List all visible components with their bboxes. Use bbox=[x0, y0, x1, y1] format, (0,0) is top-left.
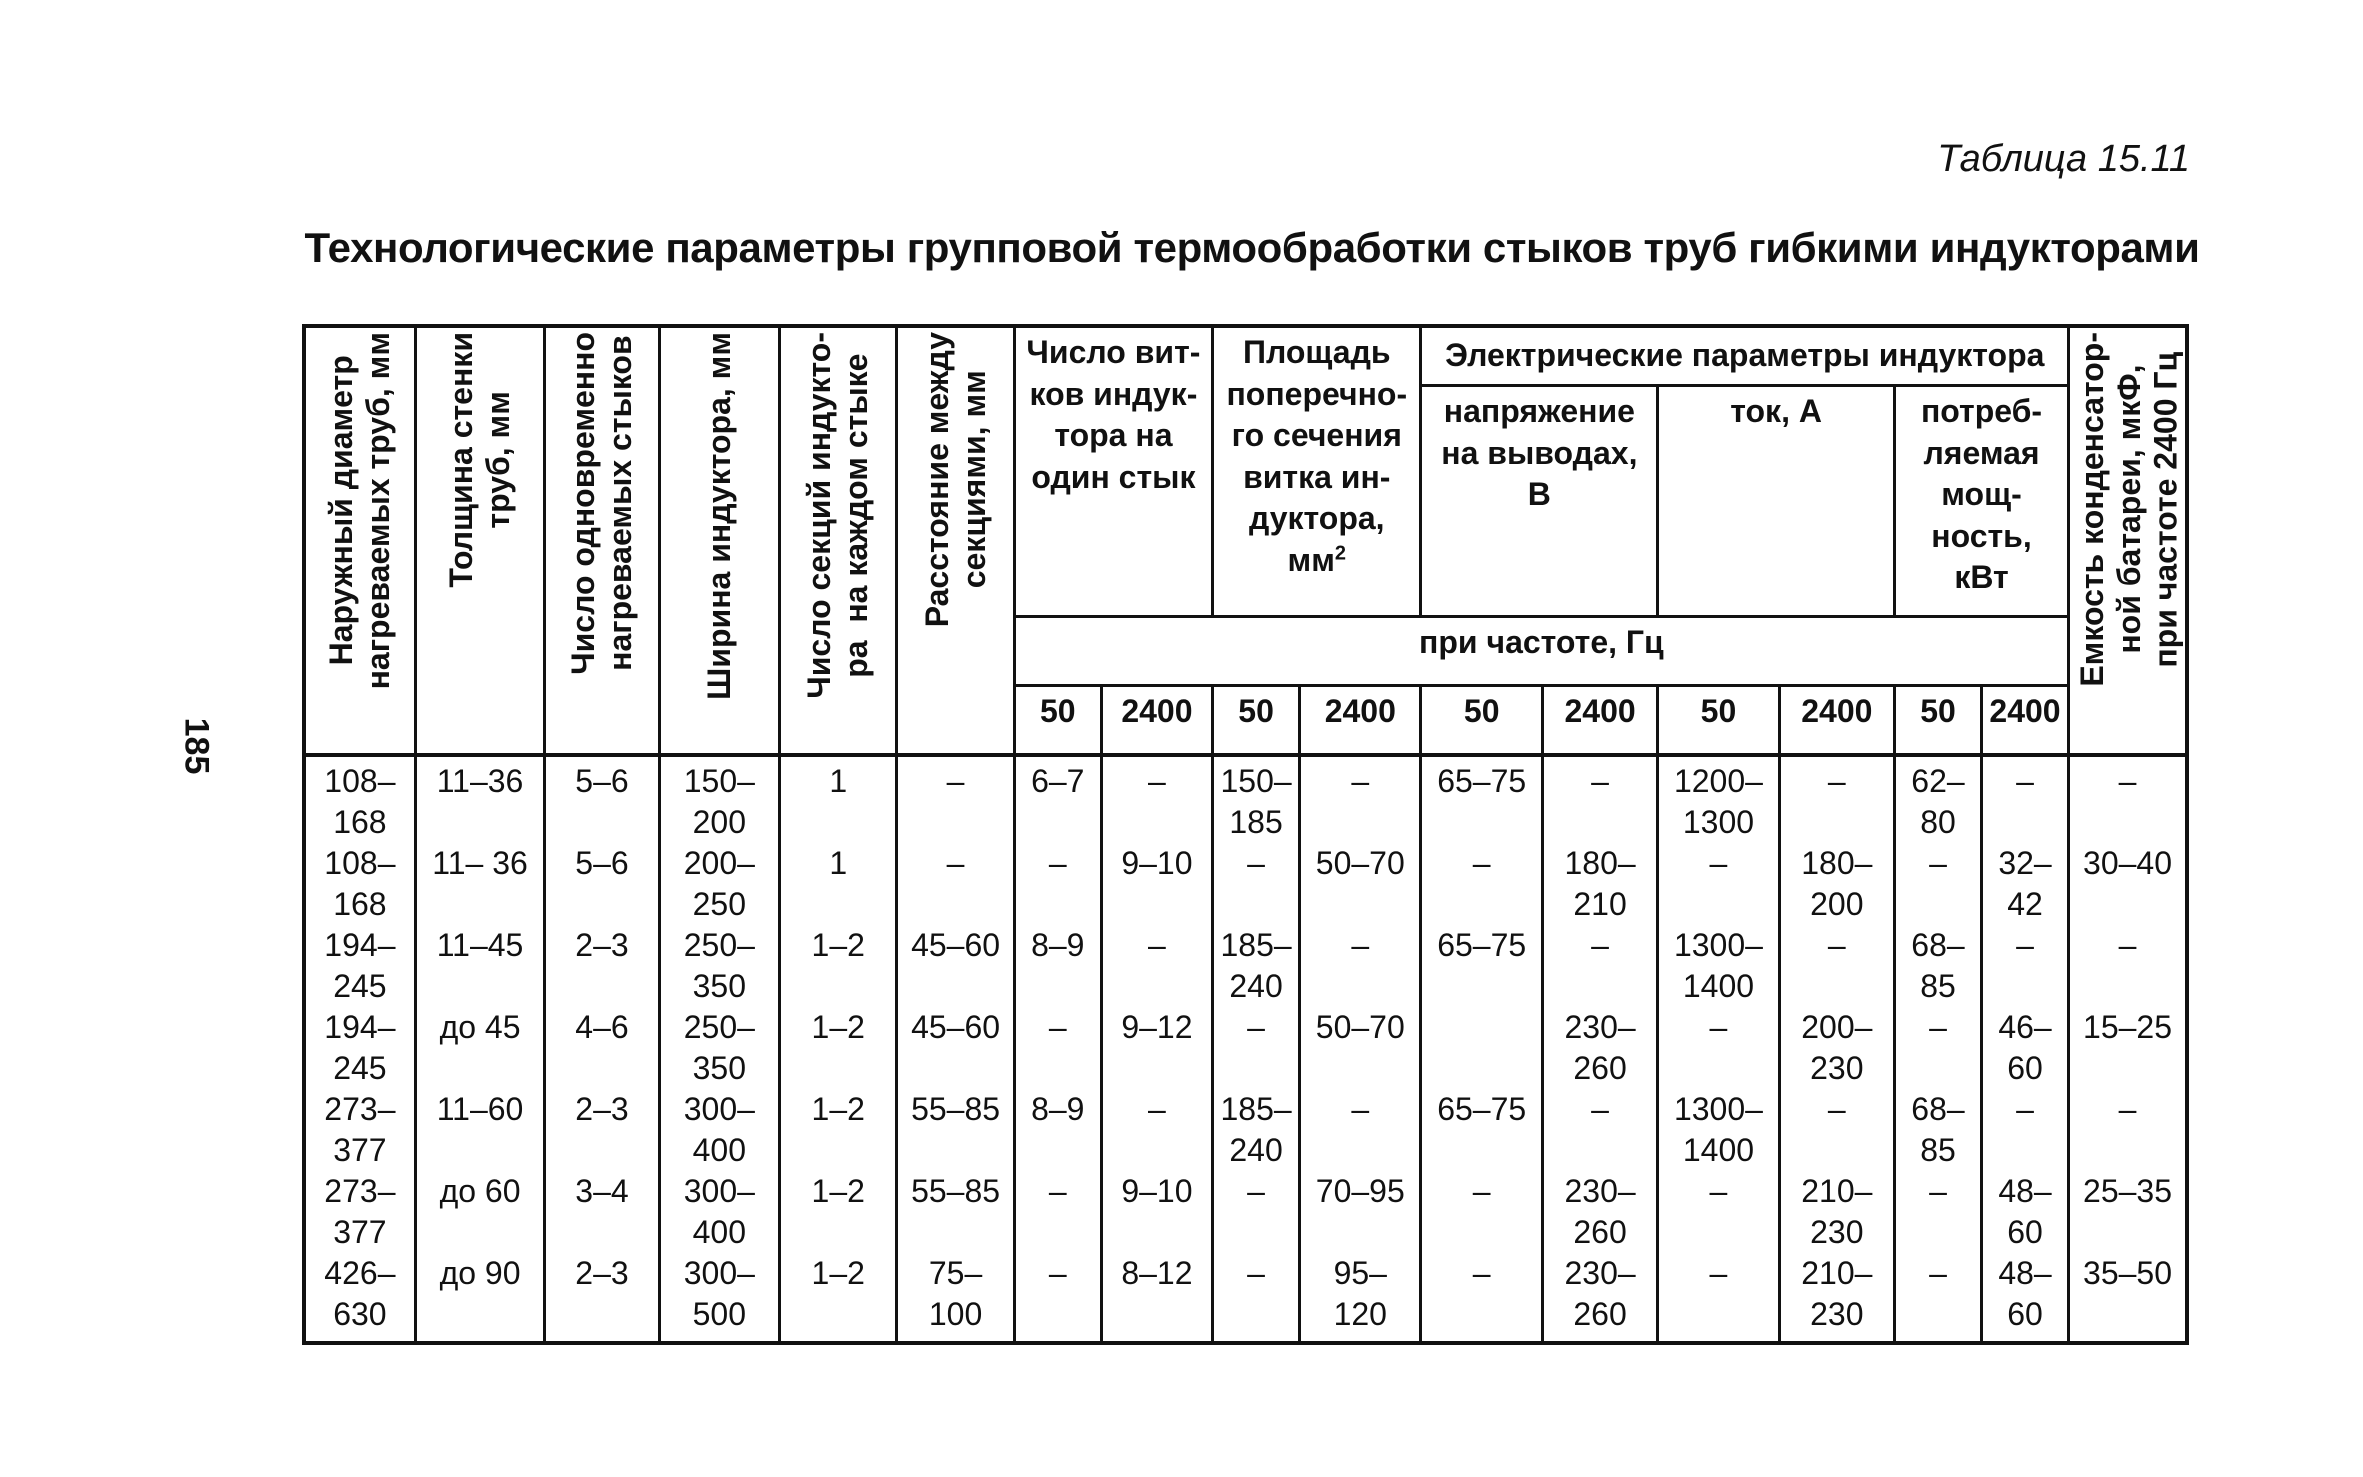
table-cell: 9–10 bbox=[1101, 843, 1212, 925]
table-cell: 273– 377 bbox=[304, 1089, 415, 1171]
table-cell: – bbox=[1213, 1007, 1300, 1089]
table-cell: – bbox=[1982, 755, 2069, 843]
table-cell: 11–45 bbox=[415, 925, 545, 1007]
table-cell: 48– 60 bbox=[1982, 1253, 2069, 1343]
table-cell: 250– 350 bbox=[659, 925, 779, 1007]
table-row bbox=[304, 1089, 2187, 1171]
table-cell: до 60 bbox=[415, 1171, 545, 1253]
table-cell: до 90 bbox=[415, 1253, 545, 1343]
table-cell: – bbox=[1894, 843, 1981, 925]
table-cell: – bbox=[1300, 755, 1421, 843]
table-cell: 300– 400 bbox=[659, 1089, 779, 1171]
table-cell: – bbox=[2069, 1089, 2187, 1171]
table-cell: 65–75 bbox=[1421, 925, 1542, 1007]
header-area bbox=[1213, 326, 1421, 617]
table-cell: 70–95 bbox=[1300, 1171, 1421, 1253]
table-cell: 1–2 bbox=[780, 1171, 897, 1253]
table-cell: 8–9 bbox=[1014, 925, 1101, 1007]
table-cell: 210– 230 bbox=[1779, 1171, 1894, 1253]
table-cell: 108– 168 bbox=[304, 843, 415, 925]
table-cell: 108– 168 bbox=[304, 755, 415, 843]
table-cell: 48– 60 bbox=[1982, 1171, 2069, 1253]
table-header bbox=[304, 326, 2187, 755]
freq-2400-power: 2400 bbox=[1982, 686, 2069, 756]
table-cell: – bbox=[1014, 1171, 1101, 1253]
table-cell: 200– 250 bbox=[659, 843, 779, 925]
table-cell: – bbox=[1894, 1007, 1981, 1089]
table-cell: до 45 bbox=[415, 1007, 545, 1089]
table-cell: 1300– 1400 bbox=[1658, 1089, 1779, 1171]
table-cell: 5–6 bbox=[545, 843, 659, 925]
table-cell: – bbox=[897, 755, 1014, 843]
table-cell: – bbox=[2069, 925, 2187, 1007]
header-current: ток, А bbox=[1658, 386, 1895, 617]
table-body bbox=[304, 755, 2187, 1343]
table-cell: – bbox=[1658, 1171, 1779, 1253]
table-cell: 65–75 bbox=[1421, 755, 1542, 843]
table-cell: 11–36 bbox=[415, 755, 545, 843]
table-cell: 194– 245 bbox=[304, 925, 415, 1007]
table-title: Технологические параметры групповой термообработки стыков труб гибкими индукторами bbox=[304, 224, 2200, 271]
table-cell: 1 bbox=[780, 843, 897, 925]
header-capacitance bbox=[2069, 326, 2187, 755]
table-cell: 150– 200 bbox=[659, 755, 779, 843]
table-cell: 35–50 bbox=[2069, 1253, 2187, 1343]
header-sections-count-text: Число секций индукто- ра на каждом стыке bbox=[801, 332, 875, 699]
freq-2400-current: 2400 bbox=[1779, 686, 1894, 756]
table-cell: – bbox=[1213, 1253, 1300, 1343]
table-cell: 68– 85 bbox=[1894, 1089, 1981, 1171]
table-cell: – bbox=[1658, 1007, 1779, 1089]
table-cell: 180– 210 bbox=[1542, 843, 1657, 925]
table-cell: 200– 230 bbox=[1779, 1007, 1894, 1089]
table-cell: 55–85 bbox=[897, 1089, 1014, 1171]
header-sections-count bbox=[780, 326, 897, 755]
table-cell: 32– 42 bbox=[1982, 843, 2069, 925]
table-cell: – bbox=[1779, 755, 1894, 843]
header-area-unit-sup: 2 bbox=[1334, 542, 1346, 565]
table-row bbox=[304, 1171, 2187, 1253]
header-area-text: Площадь поперечно- го сечения витка ин- дуктора, bbox=[1226, 334, 1408, 537]
table-cell: 230– 260 bbox=[1542, 1253, 1657, 1343]
table-cell: – bbox=[1982, 925, 2069, 1007]
table-cell: 15–25 bbox=[2069, 1007, 2187, 1089]
header-section-distance-text: Расстояние между секциями, мм bbox=[918, 332, 992, 628]
table-cell: – bbox=[1658, 843, 1779, 925]
header-wall-thickness-text: Толщина стенки труб, мм bbox=[443, 332, 517, 588]
table-cell: 55–85 bbox=[897, 1171, 1014, 1253]
table-cell: 4–6 bbox=[545, 1007, 659, 1089]
table-cell: 11– 36 bbox=[415, 843, 545, 925]
table-cell: 30–40 bbox=[2069, 843, 2187, 925]
freq-2400-area: 2400 bbox=[1300, 686, 1421, 756]
table-cell: 300– 500 bbox=[659, 1253, 779, 1343]
table-cell: 2–3 bbox=[545, 1089, 659, 1171]
table-cell: 273– 377 bbox=[304, 1171, 415, 1253]
table-cell: 5–6 bbox=[545, 755, 659, 843]
table-cell: 8–9 bbox=[1014, 1089, 1101, 1171]
header-outer-diameter bbox=[304, 326, 415, 755]
table-cell: 185– 240 bbox=[1213, 1089, 1300, 1171]
header-inductor-width-text: Ширина индуктора, мм bbox=[700, 332, 737, 700]
parameters-table bbox=[302, 324, 2189, 1345]
table-cell bbox=[1421, 1007, 1542, 1089]
table-cell: – bbox=[1779, 925, 1894, 1007]
table-cell: 50–70 bbox=[1300, 843, 1421, 925]
page-number: 185 bbox=[177, 717, 216, 775]
table-cell: – bbox=[1421, 1171, 1542, 1253]
table-cell: 46– 60 bbox=[1982, 1007, 2069, 1089]
header-outer-diameter-text: Наружный диаметр нагреваемых труб, мм bbox=[323, 332, 396, 690]
table-cell: 75– 100 bbox=[897, 1253, 1014, 1343]
table-cell: 45–60 bbox=[897, 925, 1014, 1007]
table-cell: – bbox=[1421, 1253, 1542, 1343]
table-cell: 9–10 bbox=[1101, 1171, 1212, 1253]
header-area-unit: мм bbox=[1287, 541, 1335, 578]
freq-2400-turns: 2400 bbox=[1101, 686, 1212, 756]
table-cell: 1–2 bbox=[780, 925, 897, 1007]
table-cell: – bbox=[1300, 1089, 1421, 1171]
table-cell: – bbox=[1101, 1089, 1212, 1171]
table-cell: 1 bbox=[780, 755, 897, 843]
table-cell: – bbox=[1014, 843, 1101, 925]
table-cell: – bbox=[1421, 843, 1542, 925]
table-cell: – bbox=[1779, 1089, 1894, 1171]
table-row bbox=[304, 1253, 2187, 1343]
table-cell: 426– 630 bbox=[304, 1253, 415, 1343]
table-cell: 2–3 bbox=[545, 925, 659, 1007]
freq-2400-voltage: 2400 bbox=[1542, 686, 1657, 756]
table-cell: 3–4 bbox=[545, 1171, 659, 1253]
table-cell: 6–7 bbox=[1014, 755, 1101, 843]
table-label: Таблица 15.11 bbox=[1937, 138, 2190, 180]
freq-50-area: 50 bbox=[1213, 686, 1300, 756]
table-cell: 9–12 bbox=[1101, 1007, 1212, 1089]
freq-50-voltage: 50 bbox=[1421, 686, 1542, 756]
table-cell: 62– 80 bbox=[1894, 755, 1981, 843]
header-inductor-width bbox=[659, 326, 779, 755]
table-cell: 230– 260 bbox=[1542, 1171, 1657, 1253]
header-wall-thickness bbox=[415, 326, 545, 755]
table-cell: 250– 350 bbox=[659, 1007, 779, 1089]
table-cell: 65–75 bbox=[1421, 1089, 1542, 1171]
header-joints-count-text: Число одновременно нагреваемых стыков bbox=[565, 332, 638, 675]
table-cell: – bbox=[1014, 1007, 1101, 1089]
freq-50-power: 50 bbox=[1894, 686, 1981, 756]
table-cell: 1300– 1400 bbox=[1658, 925, 1779, 1007]
table-cell: – bbox=[2069, 755, 2187, 843]
table-row bbox=[304, 925, 2187, 1007]
table-cell: – bbox=[1542, 925, 1657, 1007]
table-cell: 1–2 bbox=[780, 1007, 897, 1089]
table-row bbox=[304, 843, 2187, 925]
table-cell: 194– 245 bbox=[304, 1007, 415, 1089]
table-cell: – bbox=[897, 843, 1014, 925]
table-cell: – bbox=[1542, 755, 1657, 843]
table-cell: – bbox=[1542, 1089, 1657, 1171]
table-cell: 50–70 bbox=[1300, 1007, 1421, 1089]
table-cell: – bbox=[1894, 1253, 1981, 1343]
table-cell: 25–35 bbox=[2069, 1171, 2187, 1253]
table-cell: 185– 240 bbox=[1213, 925, 1300, 1007]
table-cell: – bbox=[1101, 925, 1212, 1007]
header-joints-count bbox=[545, 326, 659, 755]
table-cell: 8–12 bbox=[1101, 1253, 1212, 1343]
table-row bbox=[304, 755, 2187, 843]
header-turns: Число вит- ков индук- тора на один стык bbox=[1014, 326, 1212, 617]
freq-50-current: 50 bbox=[1658, 686, 1779, 756]
header-voltage: напряжение на выводах, В bbox=[1421, 386, 1658, 617]
table-cell: 95– 120 bbox=[1300, 1253, 1421, 1343]
table-cell: 300– 400 bbox=[659, 1171, 779, 1253]
table-cell: 1–2 bbox=[780, 1089, 897, 1171]
table-row bbox=[304, 1007, 2187, 1089]
table-cell: 230– 260 bbox=[1542, 1007, 1657, 1089]
header-section-distance bbox=[897, 326, 1014, 755]
table-cell: – bbox=[1894, 1171, 1981, 1253]
table-cell: 11–60 bbox=[415, 1089, 545, 1171]
table-cell: 210– 230 bbox=[1779, 1253, 1894, 1343]
header-capacitance-text: Емкость конденсатор- ной батареи, мкФ, при частоте 2400 Гц bbox=[2074, 332, 2184, 687]
freq-50-turns: 50 bbox=[1014, 686, 1101, 756]
header-power: потреб- ляемая мощ- ность, кВт bbox=[1894, 386, 2068, 617]
table-cell: 180– 200 bbox=[1779, 843, 1894, 925]
table-cell: 2–3 bbox=[545, 1253, 659, 1343]
table-cell: 1200– 1300 bbox=[1658, 755, 1779, 843]
table-cell: – bbox=[1300, 925, 1421, 1007]
header-frequency: при частоте, Гц bbox=[1014, 617, 2068, 686]
header-electrical-group: Электрические параметры индуктора bbox=[1421, 326, 2069, 386]
table-cell: 45–60 bbox=[897, 1007, 1014, 1089]
table-cell: – bbox=[1213, 1171, 1300, 1253]
table-cell: – bbox=[1014, 1253, 1101, 1343]
table-cell: 150– 185 bbox=[1213, 755, 1300, 843]
table-cell: – bbox=[1658, 1253, 1779, 1343]
table-cell: – bbox=[1982, 1089, 2069, 1171]
table-cell: 1–2 bbox=[780, 1253, 897, 1343]
table-cell: – bbox=[1213, 843, 1300, 925]
table-cell: 68– 85 bbox=[1894, 925, 1981, 1007]
table-cell: – bbox=[1101, 755, 1212, 843]
